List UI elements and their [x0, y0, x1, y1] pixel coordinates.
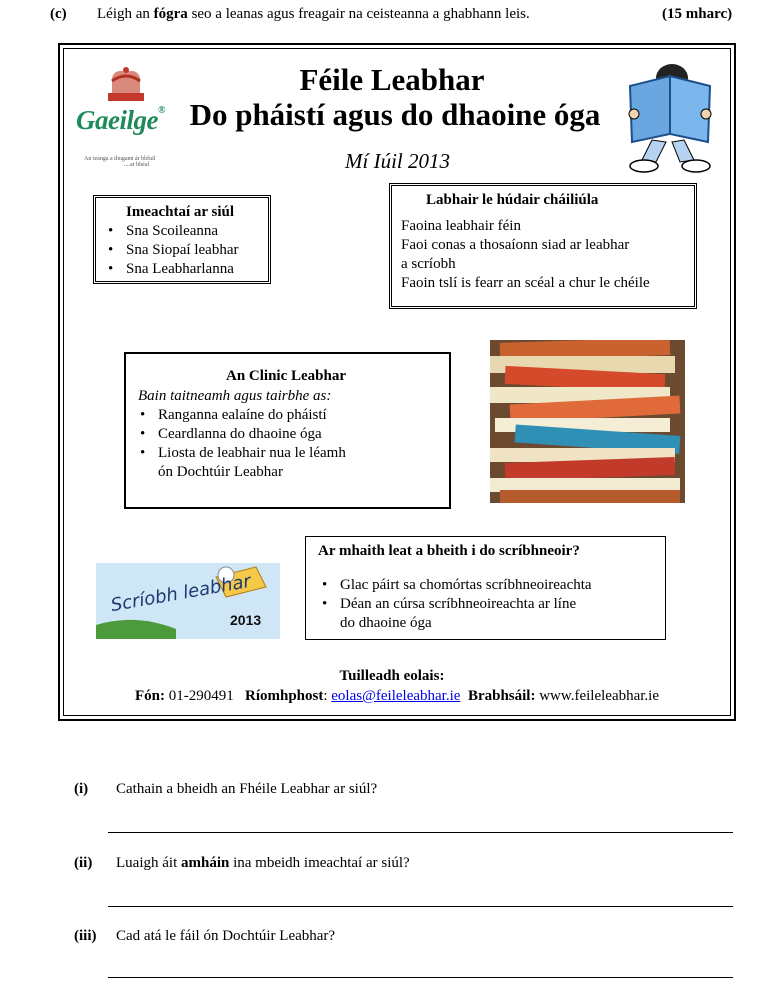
authors-line: Faoin tslí is fearr an scéal a chur le chéile: [401, 275, 650, 291]
question-number: (iii): [74, 928, 97, 944]
writer-box: [305, 536, 666, 640]
list-item: • Ceardlanna do dhaoine óga: [140, 426, 322, 442]
question-number: (ii): [74, 855, 93, 871]
clinic-box-title: An Clinic Leabhar: [226, 368, 347, 384]
clinic-continuation: ón Dochtúir Leabhar: [158, 464, 283, 480]
instruction-text: Léigh an fógra seo a leanas agus freagair na ceisteanna a ghabhann leis.: [97, 6, 530, 22]
list-item: • Glac páirt sa chomórtas scríbhneoireachta: [322, 577, 592, 593]
events-box: [93, 195, 271, 284]
list-item: • Ranganna ealaíne do pháistí: [140, 407, 327, 423]
question-text: Cathain a bheidh an Fhéile Leabhar ar siúl?: [116, 781, 378, 797]
list-item: • Déan an cúrsa scríbhneoireachta ar líne: [322, 596, 577, 612]
answer-line[interactable]: [108, 906, 733, 907]
list-item: • Sna Siopaí leabhar: [108, 242, 239, 258]
writer-box-title: Ar mhaith leat a bheith i do scríbhneoir?: [318, 543, 580, 559]
answer-line[interactable]: [108, 977, 733, 978]
footer-contact: Fón: 01-290491 Ríomhphost: eolas@feileleabhar.ie Brabhsáil: www.feileleabhar.ie: [134, 688, 660, 704]
logo-tagline: An teanga a thugann ár bhfuil ....ar bhéal: [84, 156, 156, 168]
email-link[interactable]: eolas@feileleabhar.ie: [331, 688, 461, 704]
question-text: Cad atá le fáil ón Dochtúir Leabhar?: [116, 928, 336, 944]
list-item: • Sna Scoileanna: [108, 223, 219, 239]
web-address: www.feileleabhar.ie: [539, 688, 660, 704]
poster-date: Mí Iúil 2013: [345, 149, 450, 173]
authors-box: [389, 183, 697, 309]
question-text: Luaigh áit amháin ina mbeidh imeachtaí ar siúl?: [116, 855, 410, 871]
authors-box-title: Labhair le húdair cháiliúla: [426, 192, 599, 208]
clinic-box: [124, 352, 451, 509]
authors-line: Faoina leabhair féin: [401, 218, 521, 234]
scriobh-text: Scríobh leabhar: [109, 570, 253, 617]
answer-line[interactable]: [108, 832, 733, 833]
reading-child-image: [622, 56, 718, 176]
marks-label: (15 mharc): [662, 6, 733, 22]
authors-line: a scríobh: [401, 256, 456, 272]
list-item: • Sna Leabharlanna: [108, 261, 234, 277]
poster-subtitle: Do pháistí agus do dhaoine óga: [189, 97, 601, 132]
footer-heading: Tuilleadh eolais:: [339, 668, 445, 684]
scriobh-year: 2013: [230, 612, 262, 628]
list-item: • Liosta de leabhair nua le léamh: [140, 445, 346, 461]
events-box-title: Imeachtaí ar siúl: [126, 204, 235, 220]
poster-title: Féile Leabhar: [299, 62, 485, 97]
clinic-subtitle: Bain taitneamh agus tairbhe as:: [138, 388, 332, 404]
scriobh-leabhar-image: [96, 563, 280, 639]
logo-text: Gaeilge®: [76, 105, 165, 135]
authors-line: Faoi conas a thosaíonn siad ar leabhar: [401, 237, 630, 253]
question-number: (i): [74, 781, 89, 797]
writer-continuation: do dhaoine óga: [340, 615, 432, 631]
books-stack-image: [490, 340, 685, 503]
question-label: (c): [50, 6, 67, 22]
